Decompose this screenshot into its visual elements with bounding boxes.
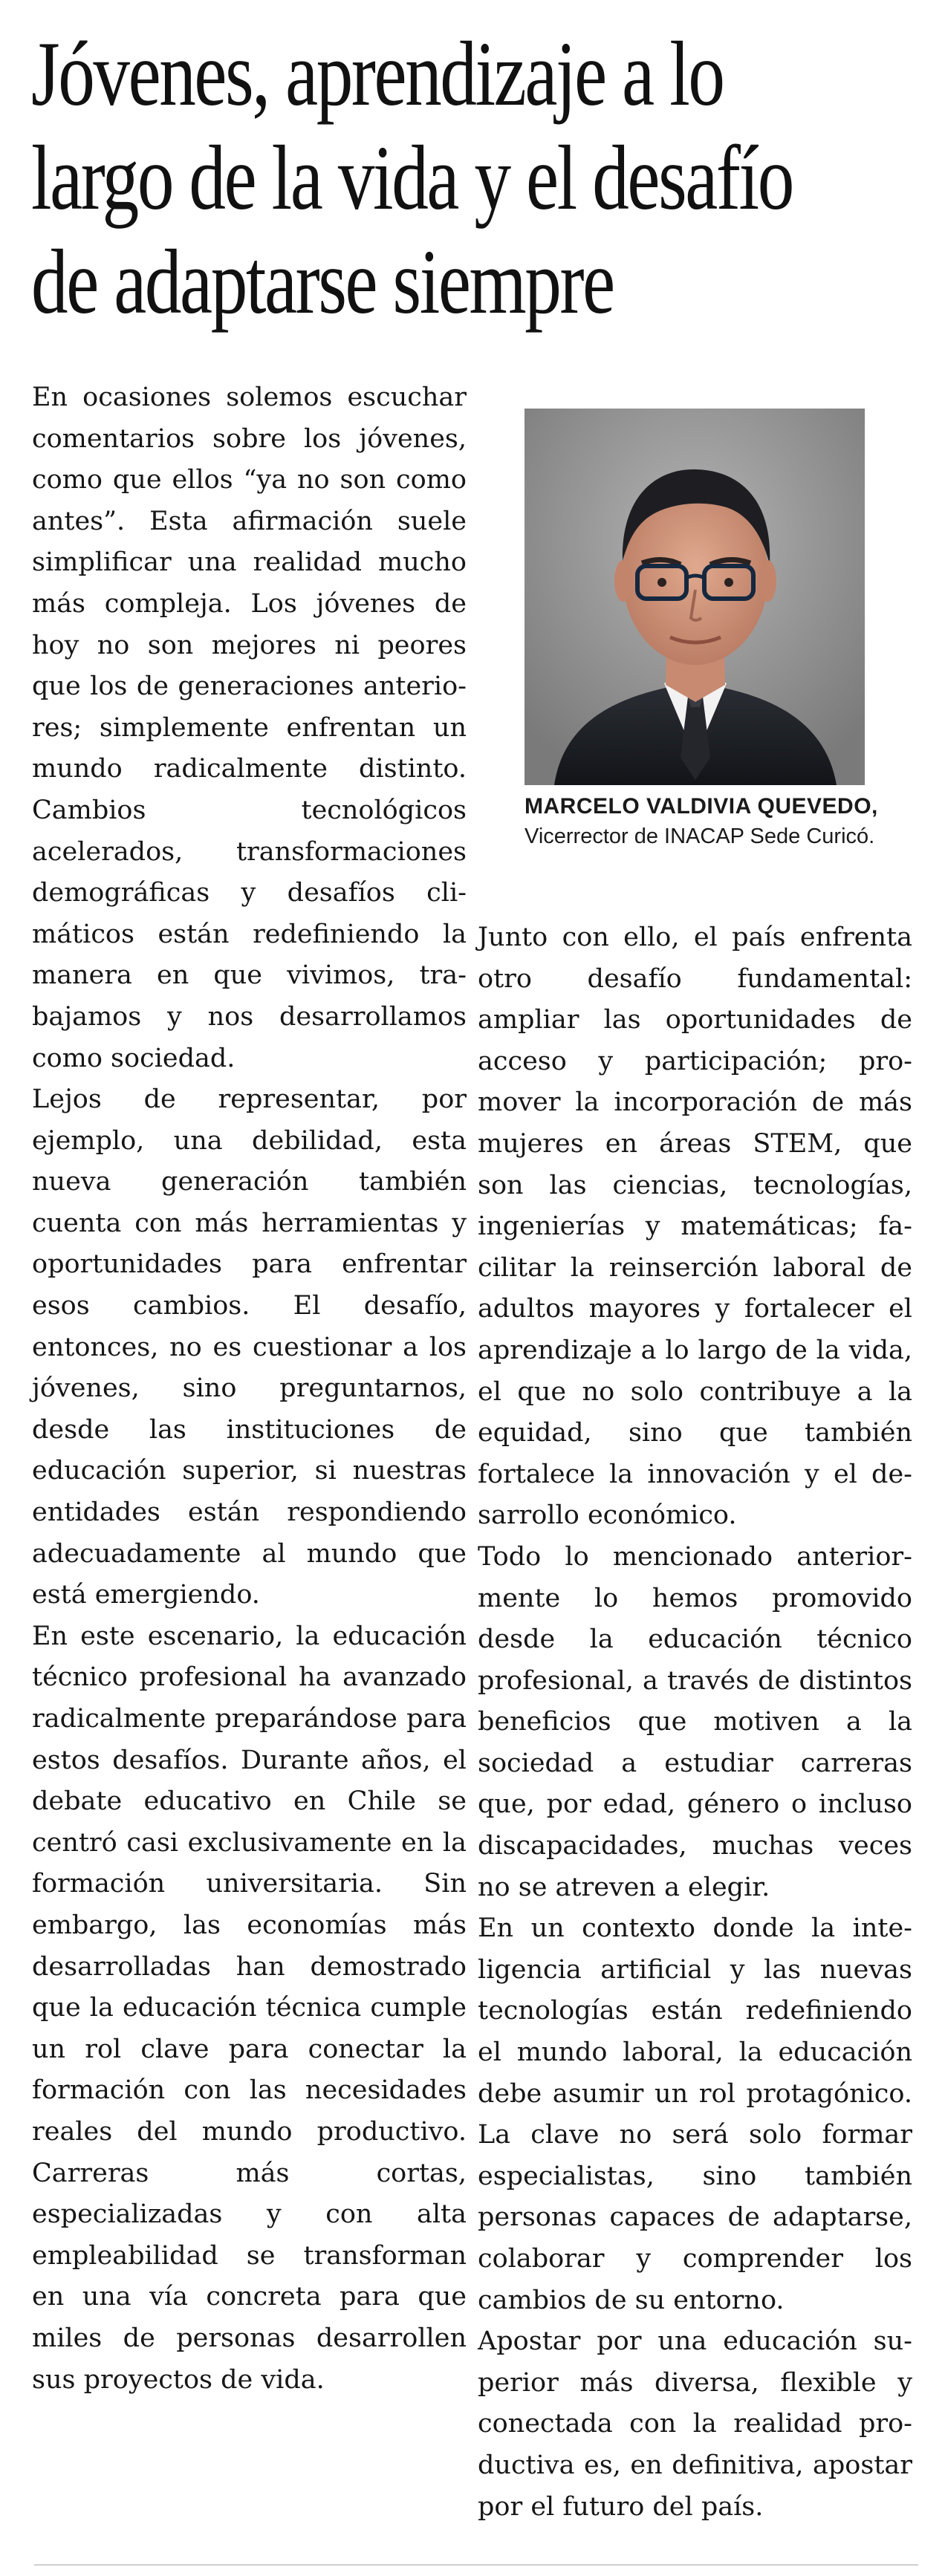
paragraph: En este escenario, la educación técnico profesional ha avanzado radicalmente preparándose para estos desafíos. Durante años, el debate educativo en Chile se centró casi exclusivamente en la formación universitaria. Sin embargo, las economías más desarrolladas han demostrado que la educación técnica cumple un rol clave para conectar la formación con las necesidades reales del mundo productivo. Carreras más cortas, especializadas y con alta empleabilidad se transforman en una vía concreta para que miles de personas desarrollen sus proyectos de vida. <box>32 1621 467 2395</box>
author-portrait-icon <box>525 409 865 785</box>
paragraph: En ocasiones solemos escuchar comentarios sobre los jóvenes, como que ellos “ya no son como antes”. Esta afirmación suele simplificar una realidad mucho más compleja. Los jóvenes de hoy no son mejores ni peores que los de generaciones anteriores; simplemente enfrentan un mundo radicalmente distinto. Cambios tecnológicos acelerados, transformaciones demográficas y desafíos climáticos están redefiniendo la manera en que vivimos, trabajamos y nos desarrollamos como sociedad. <box>32 383 467 1073</box>
headline-line: largo de la vida y el desafío <box>31 127 793 229</box>
paragraph: Lejos de representar, por ejemplo, una debilidad, esta nueva generación también cuenta con más herramientas y oportunidades para enfrentar esos cambios. El desafío, entonces, no es cuestionar a los jóvenes, sino preguntarnos, desde las instituciones de educación superior, si nuestras entidades están respondiendo adecuadamente al mundo que está emergiendo. <box>32 1084 467 1610</box>
headline-line: de adaptarse siempre <box>31 231 614 333</box>
left-column <box>32 377 467 2401</box>
headline <box>31 22 793 334</box>
paragraph: Junto con ello, el país enfrenta otro desafío fundamental: ampliar las oportunidades de acceso y participación; promover la incorporación de más mujeres en áreas STEM, que son las ciencias, tecnologías, ingenierías y matemáticas; facilitar la reinserción laboral de adultos mayores y fortalecer el aprendizaje a lo largo de la vida, el que no solo contribuye a la equidad, sino que también fortalece la innovación y el desarrollo económico. <box>478 923 912 1531</box>
paragraph: Todo lo mencionado anteriormente lo hemos promovido desde la educación técnico profesional, a través de distintos beneficios que motiven a la sociedad a estudiar carreras que, por edad, género o incluso discapacidades, muchas veces no se atreven a elegir. <box>478 1541 912 1902</box>
divider <box>34 2564 918 2566</box>
right-column <box>478 917 912 2528</box>
author-portrait-photo <box>525 409 865 785</box>
paragraph: Apostar por una educación superior más diversa, flexible y conectada con la realidad productiva es, en definitiva, apostar por el futuro del país. <box>478 2326 912 2522</box>
author-role: Vicerrector de INACAP Sede Curicó. <box>525 824 875 848</box>
author-name: MARCELO VALDIVIA QUEVEDO, <box>525 794 878 819</box>
author-caption <box>525 792 941 851</box>
headline-line: Jóvenes, aprendizaje a lo <box>31 23 724 125</box>
paragraph: En un contexto donde la inteligencia artificial y las nuevas tecnologías están redefiniendo el mundo laboral, la educación debe asumir un rol protagónico. La clave no será solo formar especialistas, sino también personas capaces de adaptarse, colaborar y comprender los cambios de su entorno. <box>478 1913 912 2315</box>
